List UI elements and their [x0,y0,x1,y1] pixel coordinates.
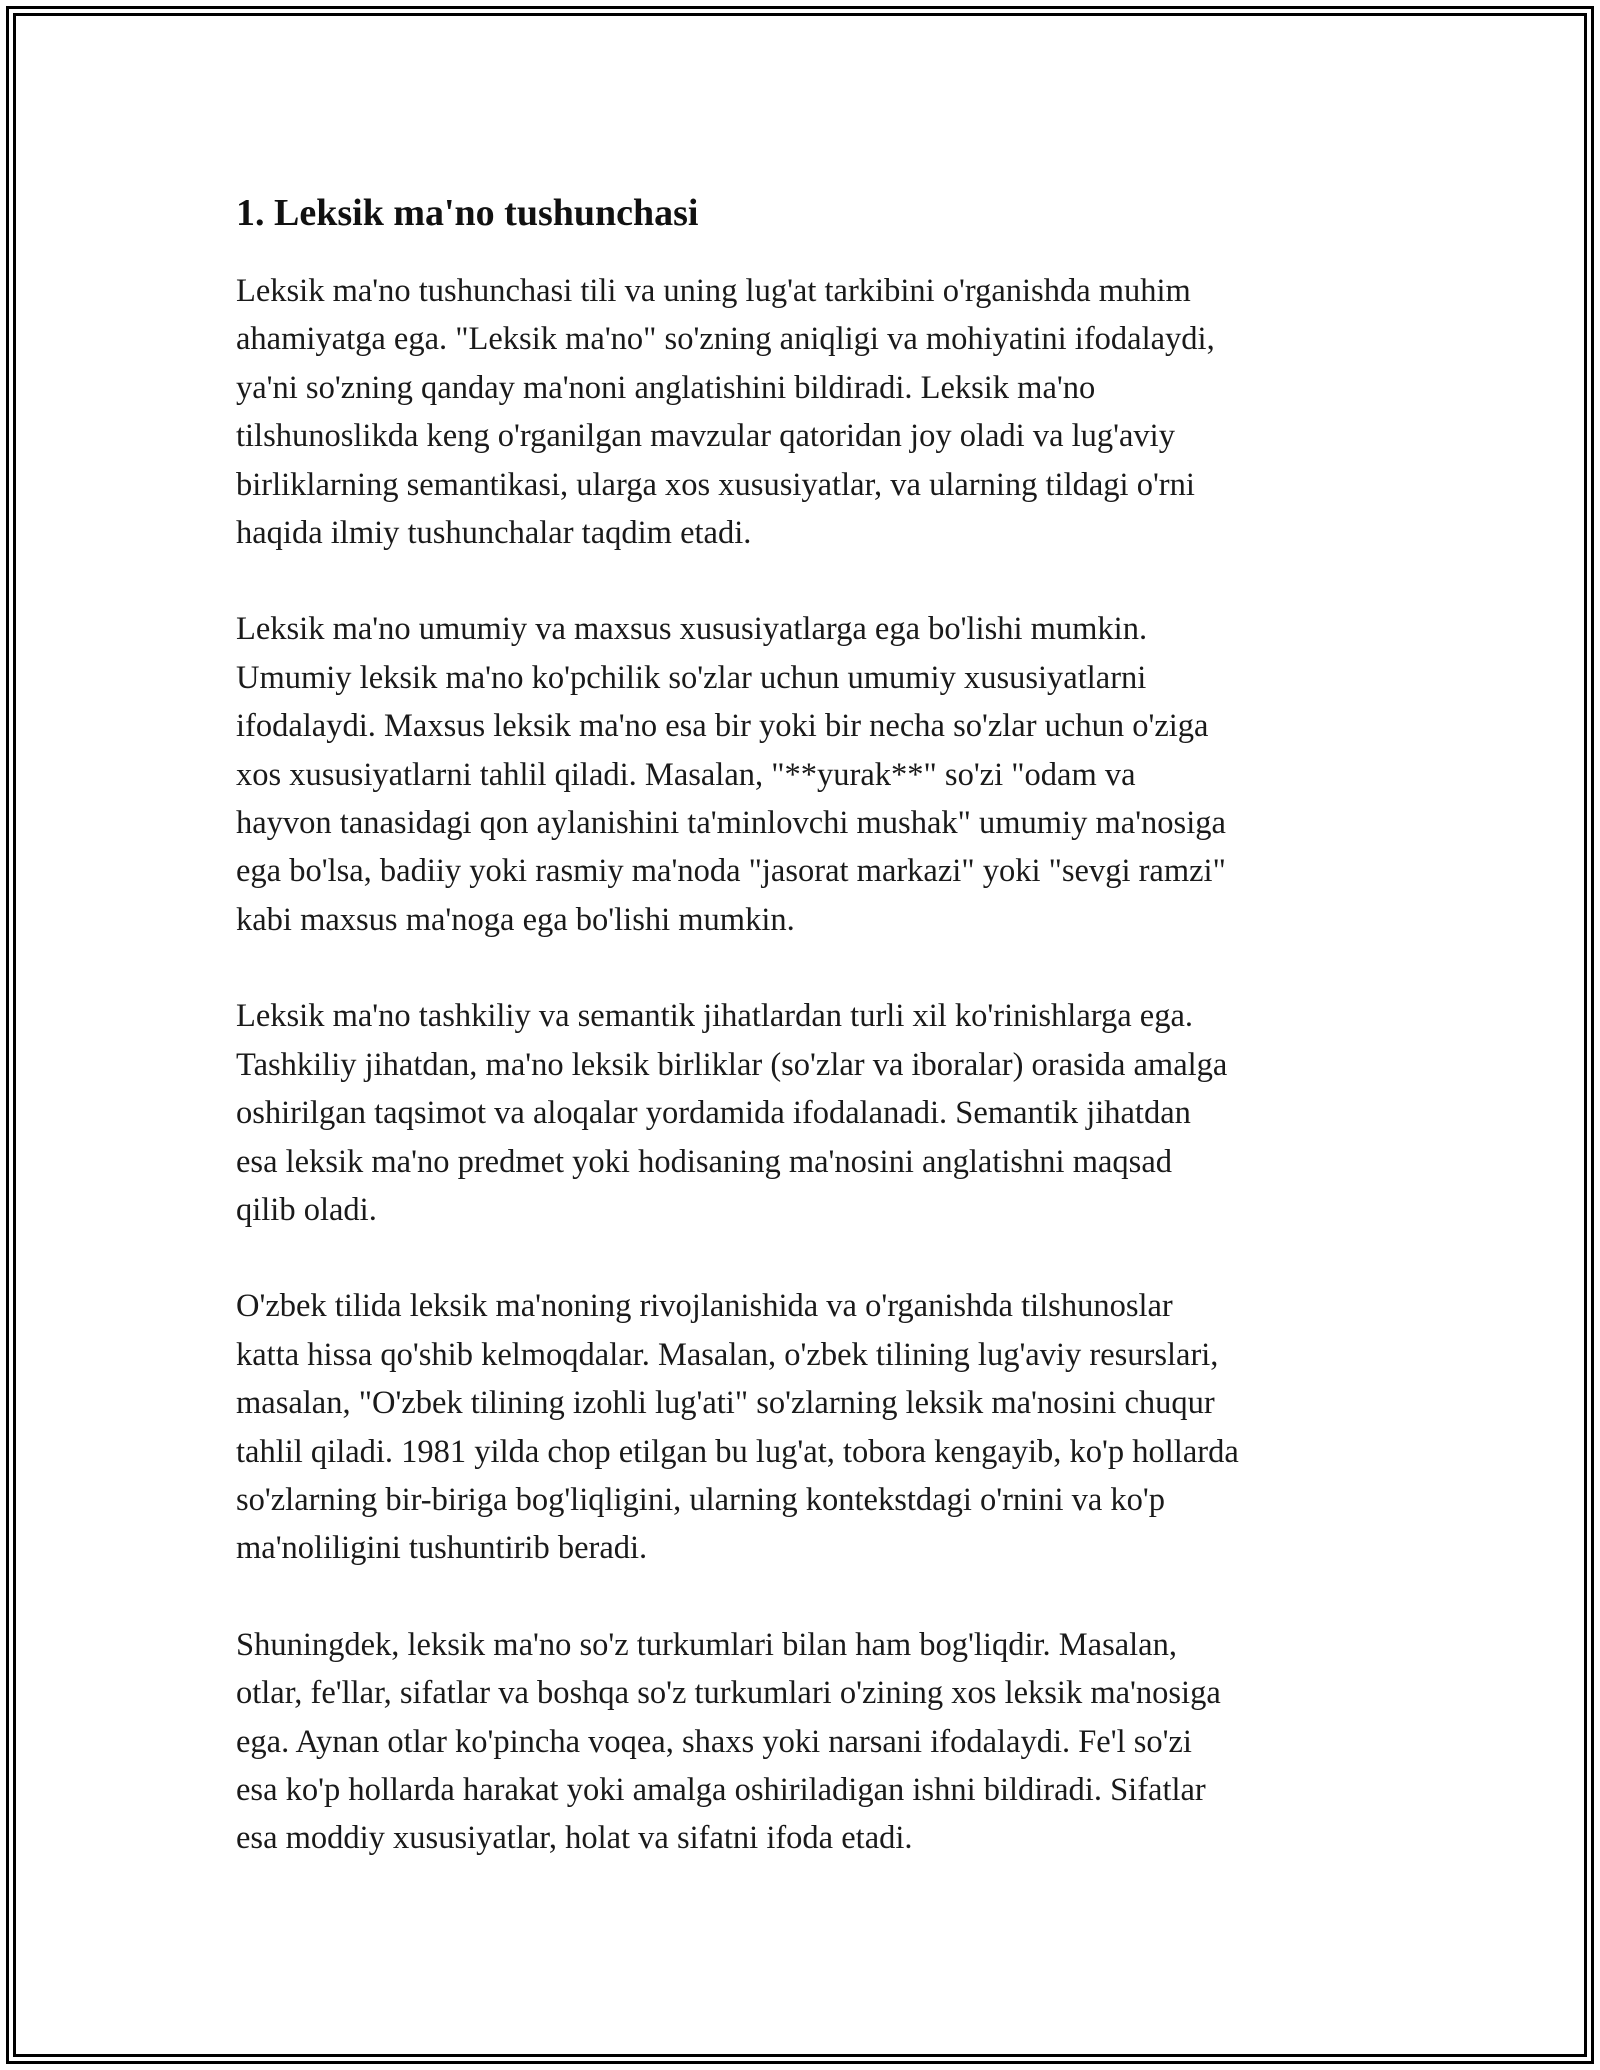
paragraph-5: Shuningdek, leksik ma'no so'z turkumlari bilan ham bog'liqdir. Masalan, otlar, fe'llar, sifatlar va boshqa so'z turkumlari o'zining xos leksik ma'nosiga ega. Aynan otlar ko'pincha voqea, shaxs yoki narsani ifodalaydi. Fe'l so'zi esa ko'p hollarda harakat yoki amalga oshiriladigan ishni bildiradi. Sifatlar esa moddiy xususiyatlar, holat va sifatni ifoda etadi. [236,1626,1221,1857]
paragraph-4: O'zbek tilida leksik ma'noning rivojlanishida va o'rganishda tilshunoslar katta hissa qo'shib kelmoqdalar. Masalan, o'zbek tilining lug'aviy resurslari, masalan, "O'zbek tilining izohli lug'ati" so'zlarning leksik ma'nosini chuqur tahlil qiladi. 1981 yilda chop etilgan bu lug'at, tobora kengayib, ko'p hollarda so'zlarning bir-biriga bog'liqligini, ularning kontekstdagi o'rnini va ko'p ma'noliligini tushuntirib beradi. [236,1288,1239,1567]
paragraph-2: Leksik ma'no umumiy va maxsus xususiyatlarga ega bo'lishi mumkin. Umumiy leksik ma'no ko'pchilik so'zlar uchun umumiy xususiyatlarni ifodalaydi. Maxsus leksik ma'no esa bir yoki bir necha so'zlar uchun o'ziga xos xususiyatlarni tahlil qiladi. Masalan, "**yurak**" so'zi "odam va hayvon tanasidagi qon aylanishini ta'minlovchi mushak" umumiy ma'nosiga ega bo'lsa, badiiy yoki rasmiy ma'noda "jasorat markazi" yoki "sevgi ramzi" kabi maxsus ma'noga ega bo'lishi mumkin. [236,611,1226,938]
document-page [236,185,1396,1911]
section-title: 1. Leksik ma'no tushunchasi [236,192,699,234]
paragraph-3: Leksik ma'no tashkiliy va semantik jihatlardan turli xil ko'rinishlarga ega. Tashkiliy jihatdan, ma'no leksik birliklar (so'zlar va iboralar) orasida amalga oshirilgan taqsimot va aloqalar yordamida ifodalanadi. Semantik jihatdan esa leksik ma'no predmet yoki hodisaning ma'nosini anglatishni maqsad qilib oladi. [236,998,1228,1228]
paragraph-1: Leksik ma'no tushunchasi tili va uning lug'at tarkibini o'rganishda muhim ahamiyatga ega. "Leksik ma'no" so'zning aniqligi va mohiyatini ifodalaydi, ya'ni so'zning qanday ma'noni anglatishini bildiradi. Leksik ma'no tilshunoslikda keng o'rganilgan mavzular qatoridan joy oladi va lug'aviy birliklarning semantikasi, ularga xos xususiyatlar, va ularning tildagi o'rni haqida ilmiy tushunchalar taqdim etadi. [236,273,1215,552]
